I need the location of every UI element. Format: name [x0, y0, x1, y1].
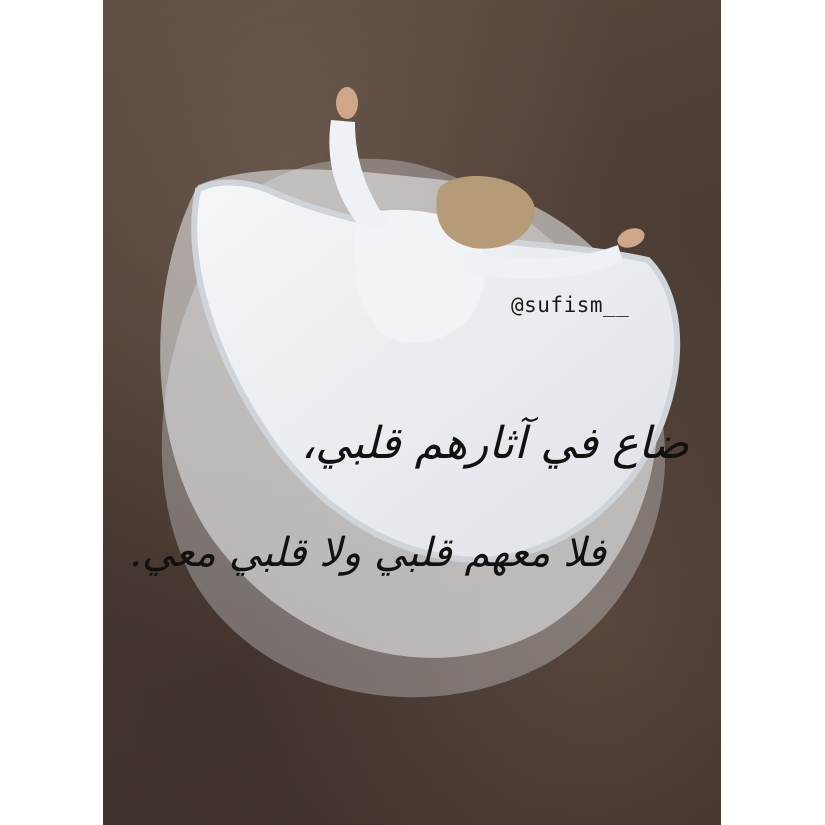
quote-line-2: فلا معهم قلبي ولا قلبي معي. [129, 530, 606, 576]
whirling-dervish-illustration [103, 0, 721, 825]
photo [103, 0, 721, 825]
quote-line-1: ضاع في آثارهم قلبي، [300, 418, 689, 469]
watermark-handle: @sufism__ [511, 293, 630, 317]
extended-hand [615, 225, 647, 251]
raised-hand [336, 87, 358, 119]
